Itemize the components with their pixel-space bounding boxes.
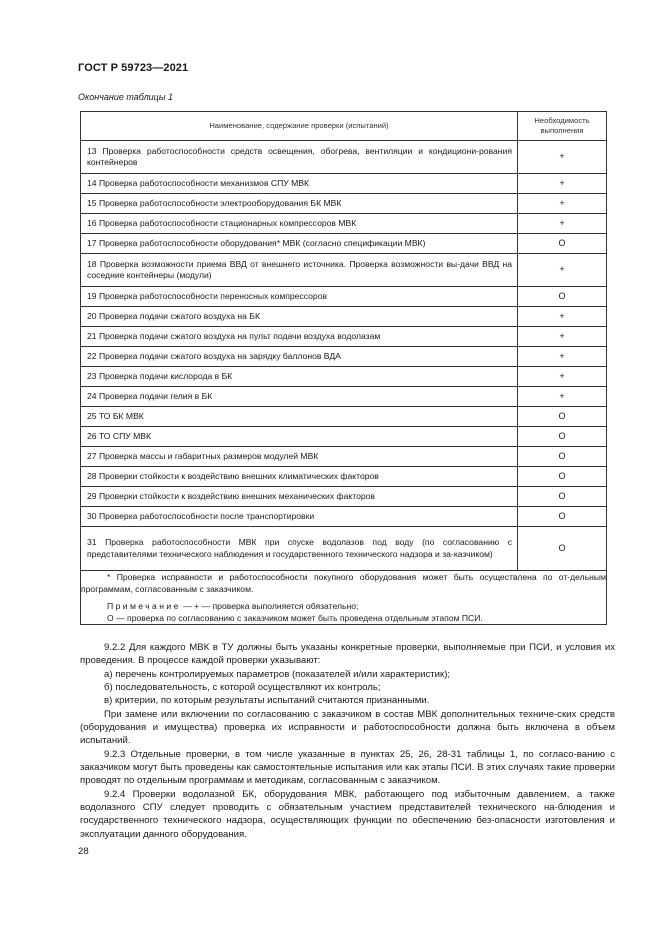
column-header-necessity	[518, 112, 607, 141]
list-item-a: а) перечень контролируемых параметров (показателей и/или характеристик);	[104, 668, 451, 680]
necessity-mark: O	[518, 487, 607, 507]
check-name: 19 Проверка работоспособности переносных компрессоров	[81, 287, 518, 307]
note-line2: O — проверка по согласованию с заказчиком может быть проведена отдельным этапом ПСИ.	[107, 613, 483, 623]
necessity-mark: +	[518, 307, 607, 327]
check-name: 22 Проверка подачи сжатого воздуха на зарядку баллонов ВДА	[81, 347, 518, 367]
column-header-name: Наименование, содержание проверки (испытаний)	[81, 112, 518, 141]
table-row	[81, 387, 607, 407]
check-name: 26 ТО СПУ МВК	[81, 427, 518, 447]
column-header-necessity-line1: Необходимость	[534, 116, 590, 125]
necessity-mark: +	[518, 194, 607, 214]
table-row	[81, 287, 607, 307]
note-label: Примечание	[107, 601, 181, 611]
table-row	[81, 527, 607, 571]
body-text	[80, 641, 615, 841]
necessity-mark: +	[518, 327, 607, 347]
table-row	[81, 174, 607, 194]
paragraph-9-2-4: 9.2.4 Проверки водолазной БК, оборудования МВК, работающего под избыточным давлением, а также водолазного СПУ следует проводить с обязательным участием представителей технического на-блюдения и государственного технического надзора, осуществляющих функции по обеспечению без-опасности изготовления и эксплуатации данного оборудования.	[80, 788, 615, 840]
paragraph-replacement: При замене или включении по согласованию с заказчиком в состав МВК дополнительных техниче-ских средств (оборудования и имущества) проверка их исправности и работоспособности должна быть включена в объем испытаний.	[80, 708, 615, 747]
table-footnote-cell	[81, 571, 607, 625]
page-number: 28	[78, 846, 89, 857]
check-name: 28 Проверки стойкости к воздействию внешних климатических факторов	[81, 467, 518, 487]
check-name: 18 Проверка возможности приема ВВД от внешнего источника. Проверка возможности вы-дачи ВВД на соседние контейнеры (модули)	[81, 254, 518, 287]
necessity-mark: O	[518, 447, 607, 467]
check-name: 30 Проверка работоспособности после транспортировки	[81, 507, 518, 527]
table-row	[81, 407, 607, 427]
necessity-mark: +	[518, 387, 607, 407]
table-row	[81, 327, 607, 347]
table-row	[81, 254, 607, 287]
check-name: 21 Проверка подачи сжатого воздуха на пульт подачи воздуха водолазам	[81, 327, 518, 347]
check-name: 25 ТО БК МВК	[81, 407, 518, 427]
check-name: 16 Проверка работоспособности стационарных компрессоров МВК	[81, 214, 518, 234]
check-name: 17 Проверка работоспособности оборудования* МВК (согласно спецификации МВК)	[81, 234, 518, 254]
necessity-mark: O	[518, 427, 607, 447]
inspection-table	[80, 111, 607, 625]
check-name: 14 Проверка работоспособности механизмов СПУ МВК	[81, 174, 518, 194]
necessity-mark: O	[518, 287, 607, 307]
table-row	[81, 307, 607, 327]
check-name: 13 Проверка работоспособности средств освещения, обогрева, вентиляции и кондициони-рования контейнеров	[81, 141, 518, 174]
table-body	[81, 141, 607, 571]
check-name: 20 Проверка подачи сжатого воздуха на БК	[81, 307, 518, 327]
footnote: * Проверка исправности и работоспособности покупного оборудования может быть осуществлена по от-дельным программам, согласованным с заказчиком.	[81, 572, 606, 594]
paragraph-9-2-2: 9.2.2 Для каждого МВК в ТУ должны быть указаны конкретные проверки, выполняемые при ПСИ, и условия их проведения. В процессе каждой проверки указывают:	[80, 642, 615, 667]
check-name: 24 Проверка подачи гелия в БК	[81, 387, 518, 407]
table-row	[81, 214, 607, 234]
note-line1: — + — проверка выполняется обязательно;	[180, 601, 359, 611]
table-row	[81, 427, 607, 447]
necessity-mark: O	[518, 527, 607, 571]
table-row	[81, 234, 607, 254]
table-row	[81, 487, 607, 507]
check-name: 23 Проверка подачи кислорода в БК	[81, 367, 518, 387]
table-row	[81, 507, 607, 527]
table-row	[81, 447, 607, 467]
table-row	[81, 141, 607, 174]
necessity-mark: +	[518, 367, 607, 387]
check-name: 29 Проверки стойкости к воздействию внешних механических факторов	[81, 487, 518, 507]
column-header-necessity-line2: выполнения	[540, 126, 584, 135]
list-item-b: б) последовательность, с которой осуществляют их контроль;	[104, 682, 381, 694]
table-row	[81, 194, 607, 214]
table-caption: Окончание таблицы 1	[78, 92, 173, 102]
necessity-mark: +	[518, 174, 607, 194]
check-name: 15 Проверка работоспособности электрооборудования БК МВК	[81, 194, 518, 214]
check-name: 27 Проверка массы и габаритных размеров модулей МВК	[81, 447, 518, 467]
necessity-mark: +	[518, 214, 607, 234]
necessity-mark: O	[518, 507, 607, 527]
necessity-mark: +	[518, 347, 607, 367]
table-row	[81, 367, 607, 387]
check-name: 31 Проверка работоспособности МВК при спуске водолазов под воду (по согласованию с представителями технического наблюдения и государственного технического надзора и за-казчиком)	[81, 527, 518, 571]
table-row	[81, 347, 607, 367]
table-row	[81, 467, 607, 487]
necessity-mark: +	[518, 254, 607, 287]
paragraph-9-2-3: 9.2.3 Отдельные проверки, в том числе указанные в пунктах 25, 26, 28-31 таблицы 1, по согласо-ванию с заказчиком могут быть проведены как самостоятельные испытания или как этапы ПСИ. В этих случаях такие проверки проводят по отдельным программам и методикам, согласованным с заказчиком.	[80, 748, 615, 787]
necessity-mark: O	[518, 234, 607, 254]
necessity-mark: O	[518, 467, 607, 487]
necessity-mark: O	[518, 407, 607, 427]
necessity-mark: +	[518, 141, 607, 174]
document-header: ГОСТ Р 59723—2021	[78, 62, 189, 74]
list-item-v: в) критерии, по которым результаты испытаний считаются признанными.	[104, 695, 430, 707]
note	[81, 600, 606, 624]
